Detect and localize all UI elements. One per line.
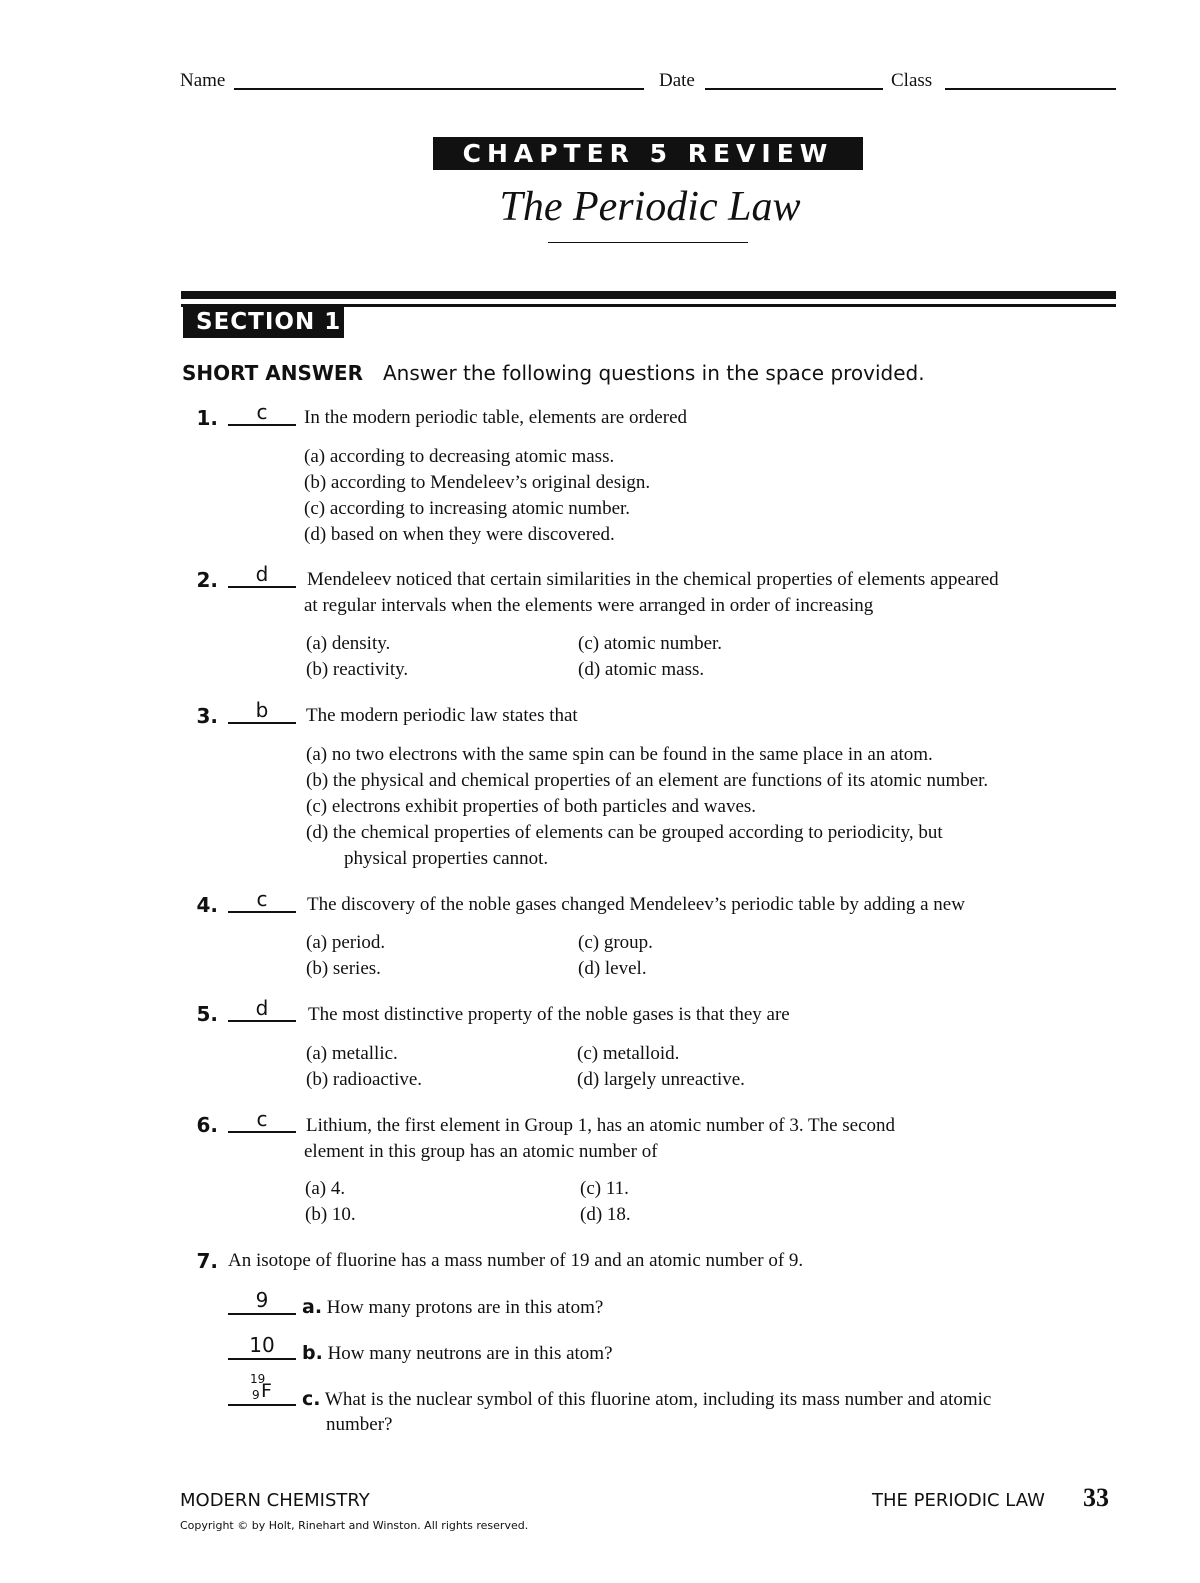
option-b: (b) series. [306,958,381,979]
question-number: 6. [196,1113,218,1137]
option-b: (b) 10. [305,1204,356,1225]
class-field[interactable] [945,88,1116,90]
question-stem-cont: at regular intervals when the elements were arranged in order of increasing [304,595,874,616]
question-number: 2. [196,568,218,592]
instructions-heading: SHORT ANSWER [182,361,363,385]
question-number: 7. [196,1249,218,1273]
section-tag: SECTION 1 [183,307,344,338]
question-stem: The most distinctive property of the noble gases is that they are [308,1004,790,1025]
question-number: 5. [196,1002,218,1026]
part-text: How many protons are in this atom? [326,1297,604,1318]
answer-text: 9 [255,1288,269,1312]
option-a: (a) density. [306,633,391,654]
option-a: (a) period. [306,932,386,953]
option-a: (a) no two electrons with the same spin can be found in the same place in an atom. [306,744,933,765]
question-stem: Mendeleev noticed that certain similarities in the chemical properties of elements appeared [307,569,999,590]
option-c: (c) according to increasing atomic number. [304,498,631,519]
option-a: (a) according to decreasing atomic mass. [304,446,615,467]
name-field[interactable] [234,88,644,90]
footer-left: MODERN CHEMISTRY [180,1490,370,1511]
option-c: (c) metalloid. [577,1043,680,1064]
answer-text: d [255,996,269,1020]
question-stem: The discovery of the noble gases changed Mendeleev’s periodic table by adding a new [307,894,965,915]
question-stem: An isotope of fluorine has a mass number of 19 and an atomic number of 9. [228,1250,804,1271]
answer-text: b [255,698,269,722]
part-label [302,1340,613,1367]
question-number: 3. [196,704,218,728]
question-stem: The modern periodic law states that [306,705,578,726]
option-a: (a) 4. [305,1178,346,1199]
option-d: (d) the chemical properties of elements can be grouped according to periodicity, but [306,822,943,843]
option-d: (d) largely unreactive. [577,1069,745,1090]
class-label: Class [891,70,933,91]
footer-right: THE PERIODIC LAW [872,1490,1045,1511]
option-a: (a) metallic. [306,1043,398,1064]
name-label: Name [180,70,226,91]
option-d: (d) based on when they were discovered. [304,524,615,545]
option-d: (d) atomic mass. [578,659,705,680]
title-rule [548,242,748,243]
instructions-text: Answer the following questions in the space provided. [383,361,925,385]
atomic-number: 9 [252,1388,260,1402]
chapter-banner: CHAPTER 5 REVIEW [433,137,863,170]
question-number: 1. [196,406,218,430]
part-letter: a. [302,1296,323,1318]
instructions [182,361,925,385]
date-label: Date [659,70,695,91]
answer-text: c [256,400,268,424]
option-d-cont: physical properties cannot. [344,848,549,869]
option-b: (b) radioactive. [306,1069,423,1090]
question-stem: Lithium, the first element in Group 1, has an atomic number of 3. The second [306,1115,896,1136]
question-number: 4. [196,893,218,917]
page-number: 33 [1083,1483,1109,1512]
option-c: (c) electrons exhibit properties of both particles and waves. [306,796,757,817]
mass-number: 19 [250,1372,266,1386]
question-stem: In the modern periodic table, elements are ordered [304,407,687,428]
option-b: (b) reactivity. [306,659,409,680]
option-c: (c) atomic number. [578,633,723,654]
answer-text: d [255,562,269,586]
page-title: The Periodic Law [499,184,801,230]
part-text: How many neutrons are in this atom? [327,1343,613,1364]
answer-text: c [256,887,268,911]
element-symbol: F [261,1380,272,1402]
part-text-cont: number? [326,1414,393,1435]
answer-text: c [256,1107,268,1131]
option-d: (d) level. [578,958,647,979]
answer-text: 10 [249,1333,275,1357]
part-text: What is the nuclear symbol of this fluorine atom, including its mass number and atomic [324,1389,992,1410]
option-b: (b) according to Mendeleev’s original design. [304,472,651,493]
option-c: (c) 11. [580,1178,629,1199]
part-letter: c. [302,1388,321,1410]
option-c: (c) group. [578,932,653,953]
part-letter: b. [302,1342,323,1364]
date-field[interactable] [705,88,883,90]
part-label [302,1294,603,1321]
option-b: (b) the physical and chemical properties of an element are functions of its atomic number. [306,770,989,791]
option-d: (d) 18. [580,1204,631,1225]
part-label [302,1386,991,1413]
question-stem-cont: element in this group has an atomic number of [304,1141,658,1162]
section-rule-thick [181,291,1116,299]
copyright: Copyright © by Holt, Rinehart and Winston. All rights reserved. [180,1519,529,1532]
